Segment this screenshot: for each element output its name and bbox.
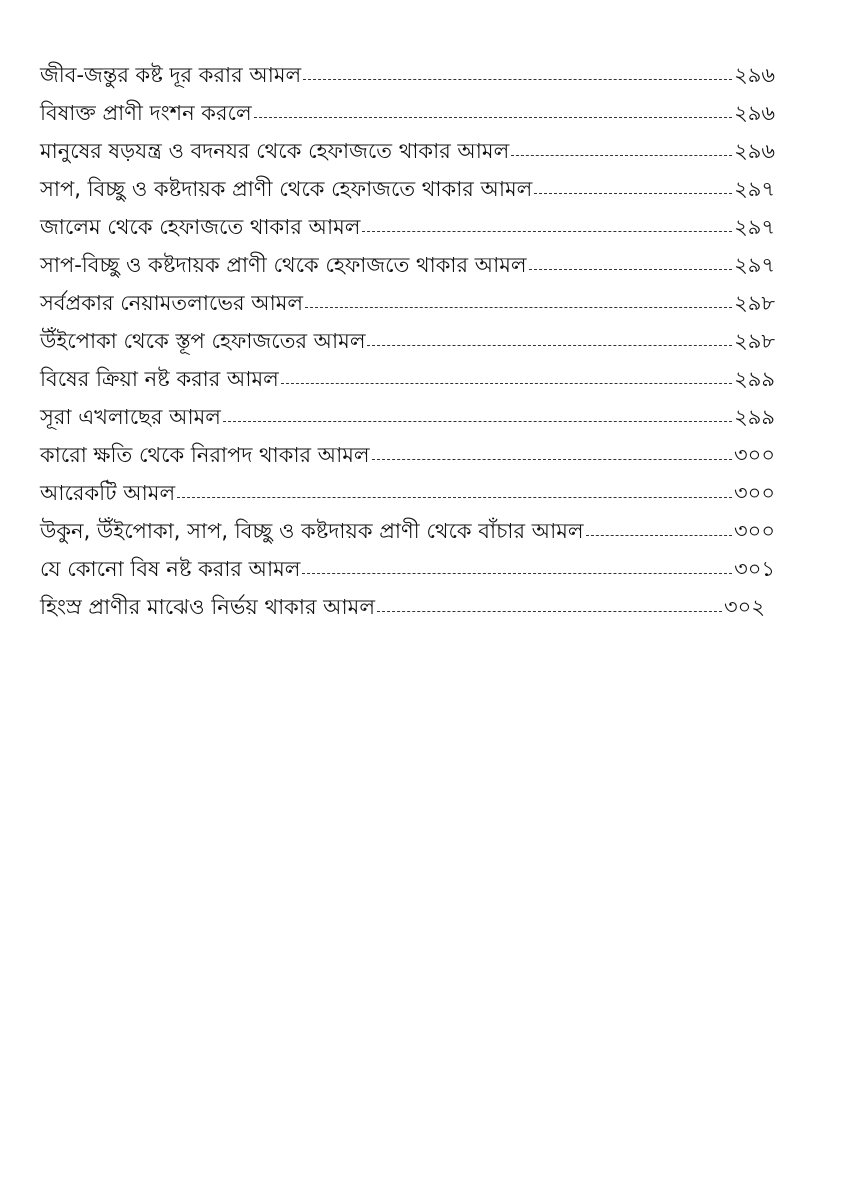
toc-entry-title: হিংস্র প্রাণীর মাঝেও নির্ভয় থাকার আমল [40, 594, 375, 619]
toc-entry-title: সর্বপ্রকার নেয়ামতলাভের আমল [40, 290, 304, 315]
toc-dot-leader [302, 573, 732, 574]
toc-dot-leader [586, 535, 733, 536]
toc-dot-leader [223, 421, 732, 422]
toc-entry [40, 392, 775, 430]
toc-entry-page: ২৯৬ [734, 100, 775, 125]
toc-entry-page: ২৯৮ [734, 290, 775, 315]
toc-dot-leader [377, 611, 722, 612]
toc-entry [40, 582, 765, 620]
toc-entry [40, 202, 775, 240]
toc-entry [40, 88, 775, 126]
toc-entry-page: ৩০২ [724, 594, 765, 619]
table-of-contents [40, 50, 775, 620]
toc-entry-page: ২৯৮ [734, 328, 775, 353]
toc-entry-title: মানুষের ষড়যন্ত্র ও বদনযর থেকে হেফাজতে থাকার আমল [40, 138, 510, 163]
toc-entry [40, 50, 775, 88]
toc-dot-leader [534, 193, 732, 194]
toc-dot-leader [362, 231, 732, 232]
toc-entry-title: উকুন, উঁইপোকা, সাপ, বিচ্ছু ও কষ্টদায়ক প্রাণী থেকে বাঁচার আমল [40, 518, 584, 543]
toc-entry [40, 544, 775, 582]
toc-entry-title: সূরা এখলাছের আমল [40, 404, 221, 429]
toc-entry-title: সাপ, বিচ্ছু ও কষ্টদায়ক প্রাণী থেকে হেফাজতে থাকার আমল [40, 176, 533, 201]
toc-entry [40, 468, 775, 506]
toc-entry [40, 506, 775, 544]
toc-entry-page: ৩০০ [734, 518, 775, 543]
toc-entry-title: জালেম থেকে হেফাজতে থাকার আমল [40, 214, 361, 239]
toc-entry [40, 316, 775, 354]
toc-entry-page: ৩০০ [734, 480, 775, 505]
toc-dot-leader [177, 497, 732, 498]
toc-entry-title: বিষের ক্রিয়া নষ্ট করার আমল [40, 366, 279, 391]
toc-dot-leader [511, 155, 732, 156]
toc-entry-page: ৩০০ [734, 442, 775, 467]
toc-dot-leader [372, 459, 732, 460]
toc-entry [40, 430, 775, 468]
toc-entry [40, 164, 775, 202]
toc-dot-leader [367, 345, 732, 346]
toc-entry-title: জীব-জন্তুর কষ্ট দূর করার আমল [40, 62, 302, 87]
toc-dot-leader [305, 307, 732, 308]
toc-dot-leader [303, 79, 732, 80]
toc-entry [40, 240, 775, 278]
toc-entry-page: ২৯৭ [734, 252, 775, 277]
toc-entry-page: ২৯৯ [734, 404, 775, 429]
toc-entry-title: উঁইপোকা থেকে স্তূপ হেফাজতের আমল [40, 328, 366, 353]
toc-entry-page: ২৯৬ [734, 138, 775, 163]
toc-entry-title: সাপ-বিচ্ছু ও কষ্টদায়ক প্রাণী থেকে হেফাজতে থাকার আমল [40, 252, 527, 277]
toc-entry-title: যে কোনো বিষ নষ্ট করার আমল [40, 556, 301, 581]
toc-entry-page: ২৯৬ [734, 62, 775, 87]
toc-dot-leader [254, 117, 732, 118]
toc-entry [40, 354, 775, 392]
toc-entry [40, 126, 775, 164]
toc-entry-title: আরেকটি আমল [40, 480, 176, 505]
toc-entry [40, 278, 775, 316]
toc-dot-leader [281, 383, 732, 384]
toc-dot-leader [529, 269, 733, 270]
toc-entry-page: ৩০১ [734, 556, 775, 581]
toc-entry-title: বিষাক্ত প্রাণী দংশন করলে [40, 100, 252, 125]
toc-entry-page: ২৯৯ [734, 366, 775, 391]
toc-entry-page: ২৯৭ [734, 176, 775, 201]
toc-entry-page: ২৯৭ [734, 214, 775, 239]
toc-entry-title: কারো ক্ষতি থেকে নিরাপদ থাকার আমল [40, 442, 370, 467]
